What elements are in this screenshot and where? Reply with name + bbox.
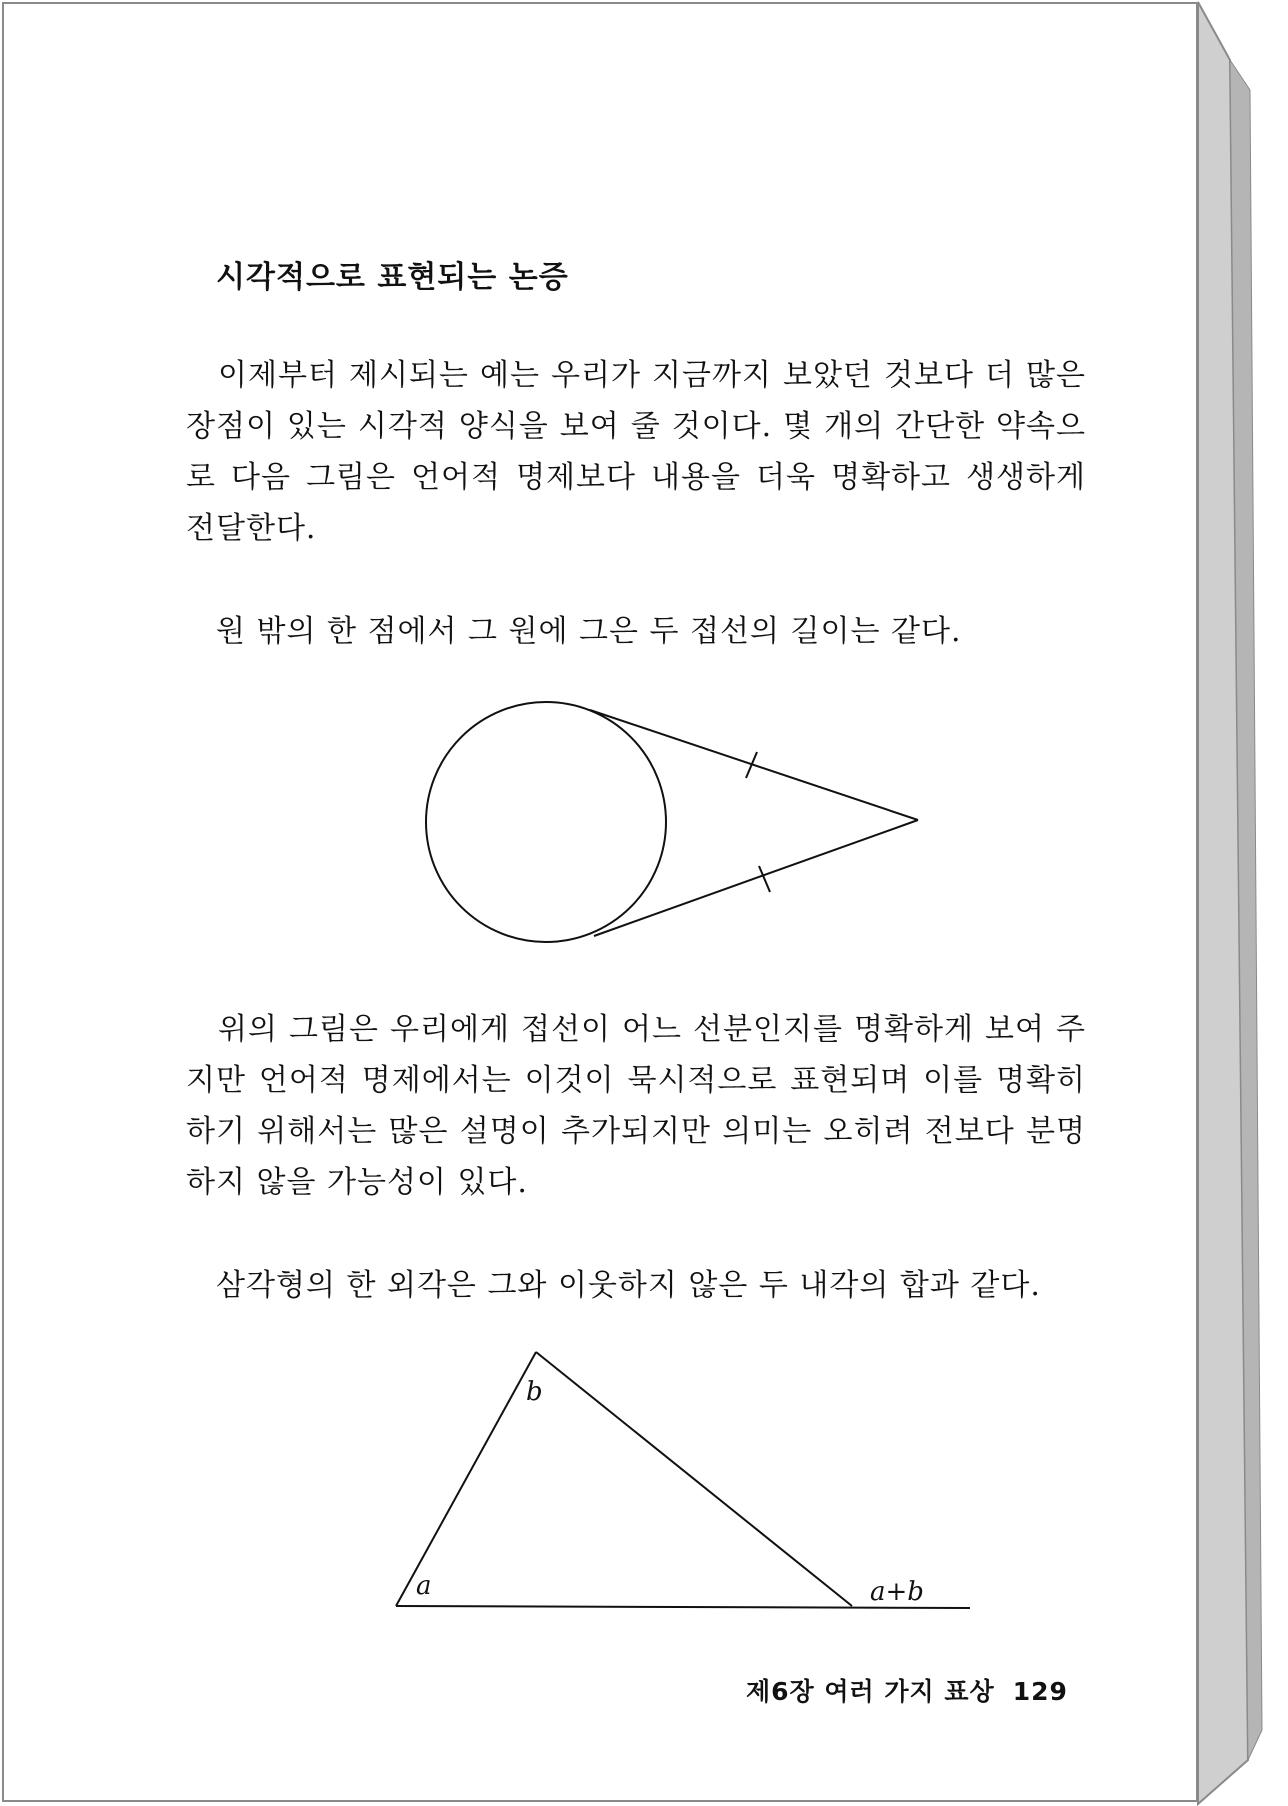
triangle-left-side bbox=[396, 1352, 536, 1606]
page-footer bbox=[746, 1672, 1068, 1708]
triangle-right-side bbox=[536, 1352, 852, 1606]
angle-label-a: a bbox=[416, 1571, 432, 1601]
chapter-title: 제6장 여러 가지 표상 bbox=[746, 1677, 995, 1706]
angle-label-b: b bbox=[526, 1377, 543, 1407]
tangent-statement: 원 밖의 한 점에서 그 원에 그은 두 접선의 길이는 같다. bbox=[216, 614, 962, 649]
paragraph-intro: 이제부터 제시되는 예는 우리가 지금까지 보았던 것보다 더 많은 장점이 있는 시각적 양식을 보여 줄 것이다. 몇 개의 간단한 약속으로 다음 그림은 언어적 명제보다 내용을 더욱 명확하고 생생하게 전달한다. bbox=[186, 358, 1086, 546]
page-number: 129 bbox=[1012, 1677, 1068, 1706]
paragraph-explanation: 위의 그림은 우리에게 접선이 어느 선분인지를 명확하게 보여 주지만 언어적 명제에서는 이것이 묵시적으로 표현되며 이를 명확히 하기 위해서는 많은 설명이 추가되지만 의미는 오히려 전보다 분명하지 않을 가능성이 있다. bbox=[186, 1012, 1086, 1200]
angle-label-exterior: a+b bbox=[870, 1577, 924, 1607]
exterior-angle-statement: 삼각형의 한 외각은 그와 이웃하지 않은 두 내각의 합과 같다. bbox=[216, 1268, 1041, 1303]
section-heading: 시각적으로 표현되는 논증 bbox=[216, 260, 569, 295]
